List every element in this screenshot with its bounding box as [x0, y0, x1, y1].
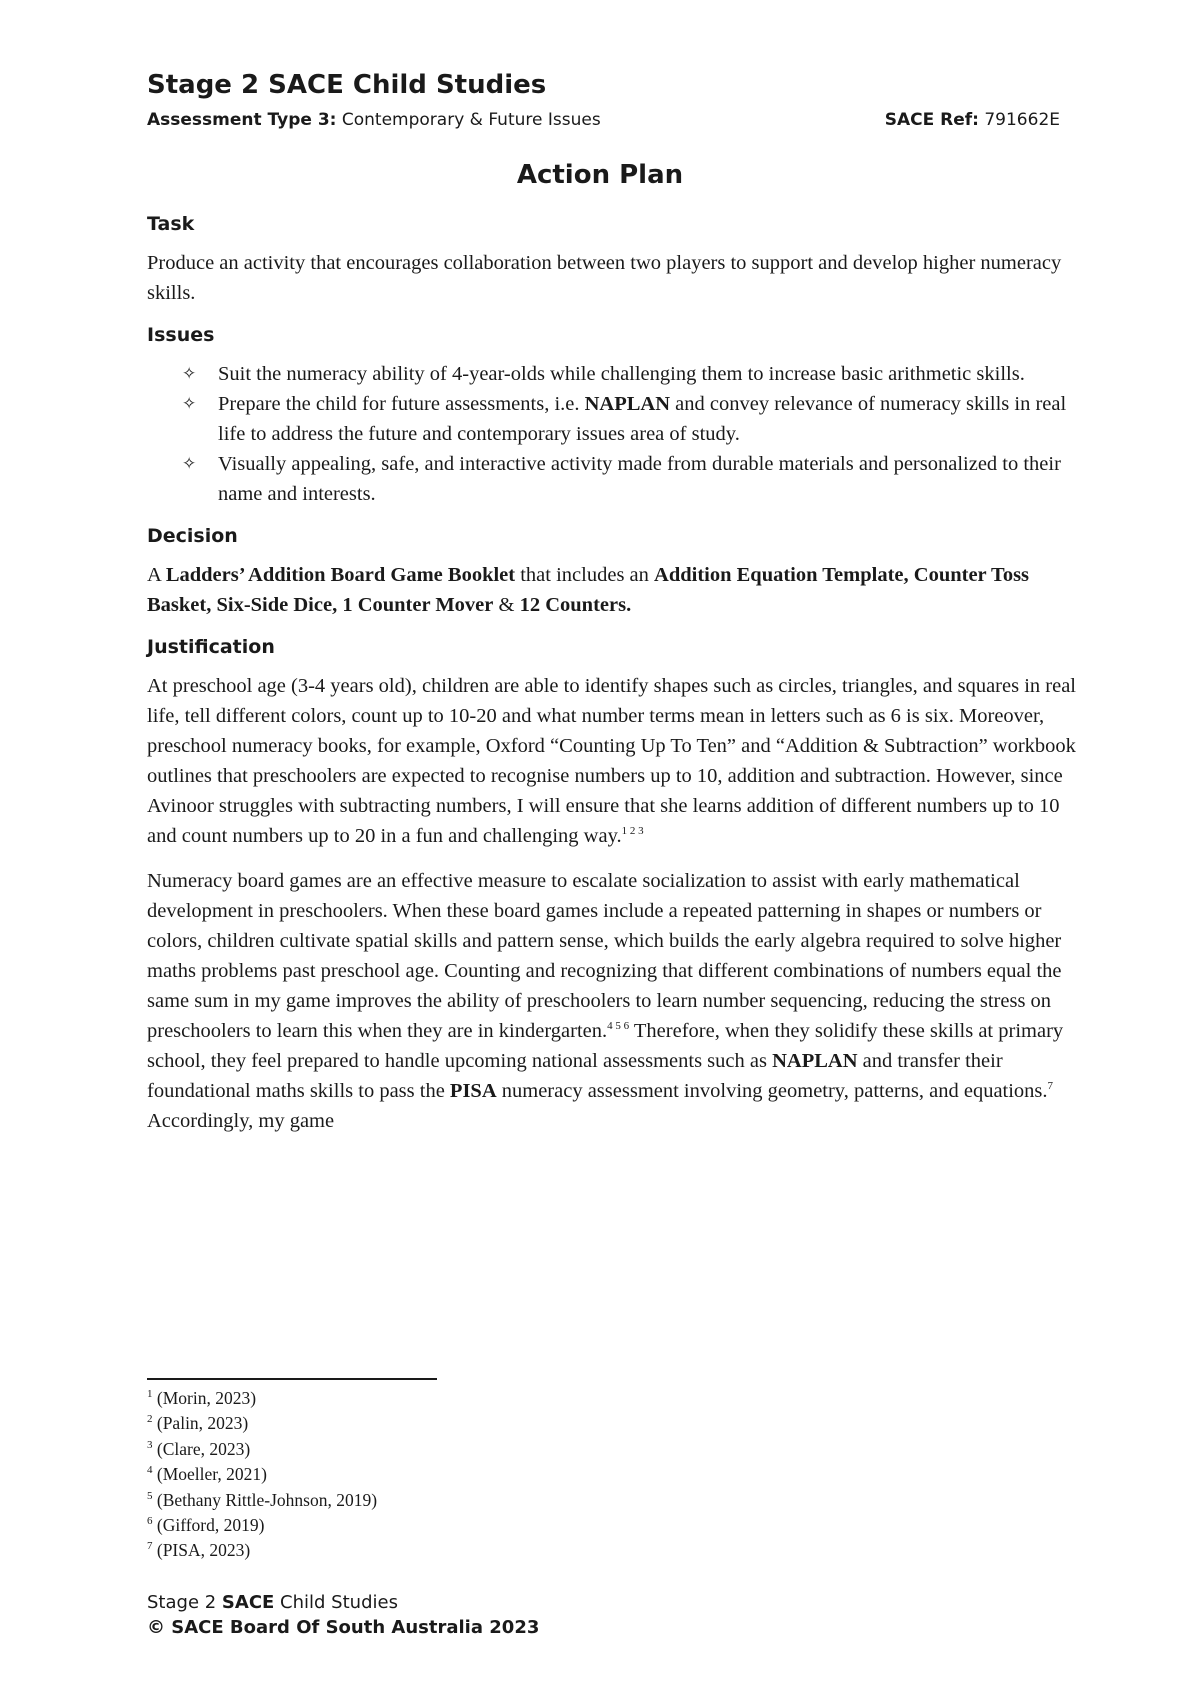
- paragraph-text: numeracy assessment involving geometry, patterns, and equations.: [496, 1080, 1048, 1102]
- issue-text: Suit the numeracy ability of 4-year-olds while challenging them to increase basic arithmetic skills.: [218, 363, 1025, 385]
- paragraph-text: Accordingly, my game: [147, 1110, 335, 1132]
- task-heading: Task: [147, 213, 195, 235]
- footnote: [147, 1462, 377, 1487]
- decision-bold-part: Addition Equation Template, Counter Toss Basket, Six-Side Dice, 1 Counter Mover: [147, 564, 1030, 616]
- footnote: [147, 1513, 377, 1538]
- page-title: Action Plan: [516, 160, 684, 190]
- page-footer: [147, 1590, 539, 1640]
- main-content: [147, 213, 1077, 1136]
- footnote-number: 7: [147, 1540, 153, 1553]
- footnote-text: (Palin, 2023): [152, 1413, 249, 1434]
- decision-text-part: A: [147, 564, 166, 586]
- footer-copyright: © SACE Board Of South Australia 2023: [147, 1617, 540, 1638]
- task-text: Produce an activity that encourages collaboration between two players to support and develop higher numeracy skills.: [147, 252, 1062, 304]
- footer-text: Stage 2: [147, 1592, 222, 1613]
- footnote-reference: 4 5 6: [607, 1020, 630, 1033]
- justification-paragraph-1: [147, 671, 1077, 851]
- footnotes-list: [147, 1386, 377, 1564]
- issues-list: [147, 359, 1077, 509]
- issues-heading: Issues: [147, 324, 215, 346]
- justification-paragraph-2: [147, 866, 1077, 1136]
- paragraph-text: Therefore, when they solidify these skills at primary school, they feel prepared to handle upcoming national assessments such as: [147, 1020, 1064, 1072]
- footnote: [147, 1488, 377, 1513]
- bullet-sparkle-icon: ✧: [182, 394, 197, 414]
- decision-bold-part: Ladders’ Addition Board Game Booklet: [165, 564, 516, 586]
- decision-bold-part: 12 Counters.: [519, 594, 632, 616]
- paragraph-bold-term: PISA: [449, 1080, 497, 1102]
- footer-course: [147, 1590, 539, 1615]
- paragraph-text: and transfer their foundational maths skills to pass the: [147, 1050, 1003, 1102]
- footnote-text: (PISA, 2023): [152, 1540, 251, 1561]
- sace-reference: [885, 110, 1060, 130]
- footnote-number: 2: [147, 1413, 153, 1426]
- footnote-number: 5: [147, 1489, 153, 1502]
- assessment-type-value: Contemporary & Future Issues: [341, 110, 601, 130]
- issue-text: Visually appealing, safe, and interactive activity made from durable materials and personalized to their name and interests.: [218, 453, 1061, 505]
- footnote-divider: [147, 1378, 437, 1380]
- assessment-type-label: Assessment Type 3:: [147, 110, 337, 130]
- bullet-sparkle-icon: ✧: [182, 364, 197, 384]
- footer-bold-text: SACE: [221, 1592, 275, 1613]
- footnote-text: (Morin, 2023): [152, 1388, 257, 1408]
- footnote-number: 1: [147, 1388, 153, 1401]
- footnote-number: 4: [147, 1464, 153, 1477]
- footnote-text: (Bethany Rittle-Johnson, 2019): [152, 1489, 378, 1510]
- footnote-text: (Clare, 2023): [152, 1438, 251, 1459]
- document-title: Stage 2 SACE Child Studies: [147, 70, 547, 100]
- footnote-reference: 1 2 3: [621, 825, 644, 838]
- footnote: [147, 1411, 377, 1436]
- decision-text-part: &: [493, 594, 520, 616]
- paragraph-text: At preschool age (3-4 years old), children are able to identify shapes such as circles, triangles, and squares in real life, tell different colors, count up to 10-20 and what number terms mean in letters such as 6 is six. Moreover, preschool numeracy books, for example, Oxford “Counting Up To Ten” and “Addition & Subtraction” workbook outlines that preschoolers are expected to recognise numbers up to 10, addition and subtraction. However, since Avinoor struggles with subtracting numbers, I will ensure that she learns addition of different numbers up to 10 and count numbers up to 20 in a fun and challenging way.: [147, 675, 1076, 847]
- sace-ref-value: 791662E: [984, 110, 1060, 130]
- decision-text: [147, 560, 1077, 620]
- footnote: [147, 1437, 377, 1462]
- decision-heading: Decision: [147, 525, 238, 547]
- list-item: [182, 389, 1077, 449]
- issue-text: and convey relevance of numeracy skills in real life to address the future and contemporary issues area of study.: [218, 393, 1067, 445]
- issue-text: Prepare the child for future assessments, i.e.: [218, 393, 585, 415]
- footnote-number: 3: [147, 1438, 153, 1451]
- footnote: [147, 1538, 377, 1563]
- footer-text: Child Studies: [274, 1592, 398, 1613]
- footnote-reference: 7: [1047, 1080, 1054, 1093]
- list-item: [182, 359, 1077, 389]
- decision-text-part: that includes an: [515, 564, 655, 586]
- bullet-sparkle-icon: ✧: [182, 454, 197, 474]
- sace-ref-label: SACE Ref:: [884, 110, 979, 130]
- paragraph-bold-term: NAPLAN: [772, 1050, 858, 1072]
- issue-bold-term: NAPLAN: [584, 393, 671, 415]
- assessment-type: [147, 110, 601, 130]
- paragraph-text: Numeracy board games are an effective measure to escalate socialization to assist with early mathematical development in preschoolers. When these board games include a repeated patterning in shapes or numbers or colors, children cultivate spatial skills and pattern sense, which builds the early algebra required to solve higher maths problems past preschool age. Counting and recognizing that different combinations of numbers equal the same sum in my game improves the ability of preschoolers to learn number sequencing, reducing the stress on preschoolers to learn this when they are in kindergarten.: [147, 870, 1062, 1042]
- footnote-text: (Gifford, 2019): [152, 1515, 265, 1536]
- justification-heading: Justification: [147, 636, 275, 658]
- footnote: [147, 1386, 377, 1411]
- list-item: [182, 449, 1077, 509]
- footnote-text: (Moeller, 2021): [152, 1464, 267, 1485]
- footnote-number: 6: [147, 1515, 153, 1528]
